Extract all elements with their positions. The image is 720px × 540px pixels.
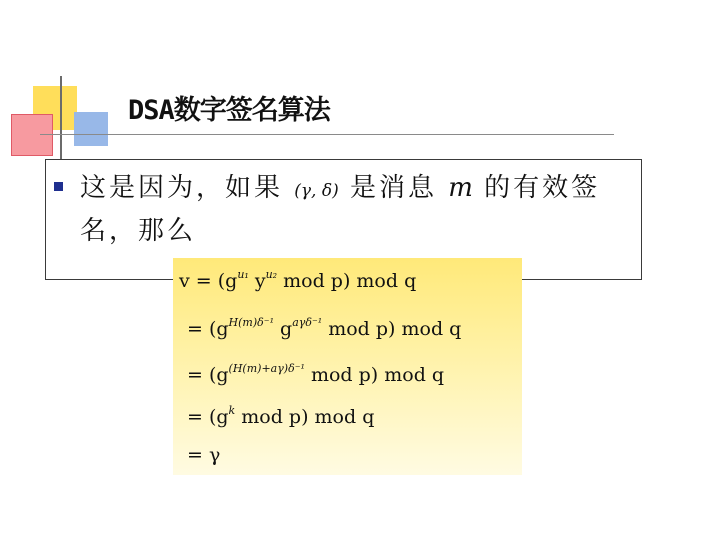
slide-title: DSA数字签名算法 xyxy=(128,95,330,126)
body-paragraph xyxy=(80,168,625,251)
title-underline xyxy=(40,134,614,135)
text-before: 这是因为，如果 xyxy=(80,173,295,203)
formula-line-2: = ($g^{H(m)\delta^{-1}}$ $g^{a\gamma\delta^{-1}}$ mod p) mod q xyxy=(187,316,462,340)
bullet-square-icon xyxy=(54,182,63,191)
message-symbol: m xyxy=(448,173,473,203)
decor-vertical-rule xyxy=(60,76,62,160)
decor-blue-square xyxy=(74,112,108,146)
formula-line-4: = ($g^k$ mod p) mod q xyxy=(187,404,375,428)
formula-line-3: = ($g^{(H(m)+a\gamma)\delta^{-1}}$ mod p) mod q xyxy=(187,362,445,386)
formula-box xyxy=(173,258,522,475)
signature-pair: (γ, δ) xyxy=(294,181,339,201)
formula-line-1: $v = (g^{u_1}$ $y^{u_2}$ mod p) mod q xyxy=(179,268,417,292)
text-middle: 是消息 xyxy=(338,173,449,203)
text-after: 的有效签名，那么 xyxy=(80,173,601,246)
decor-red-square xyxy=(11,114,53,156)
formula-line-5: = γ xyxy=(187,444,221,466)
